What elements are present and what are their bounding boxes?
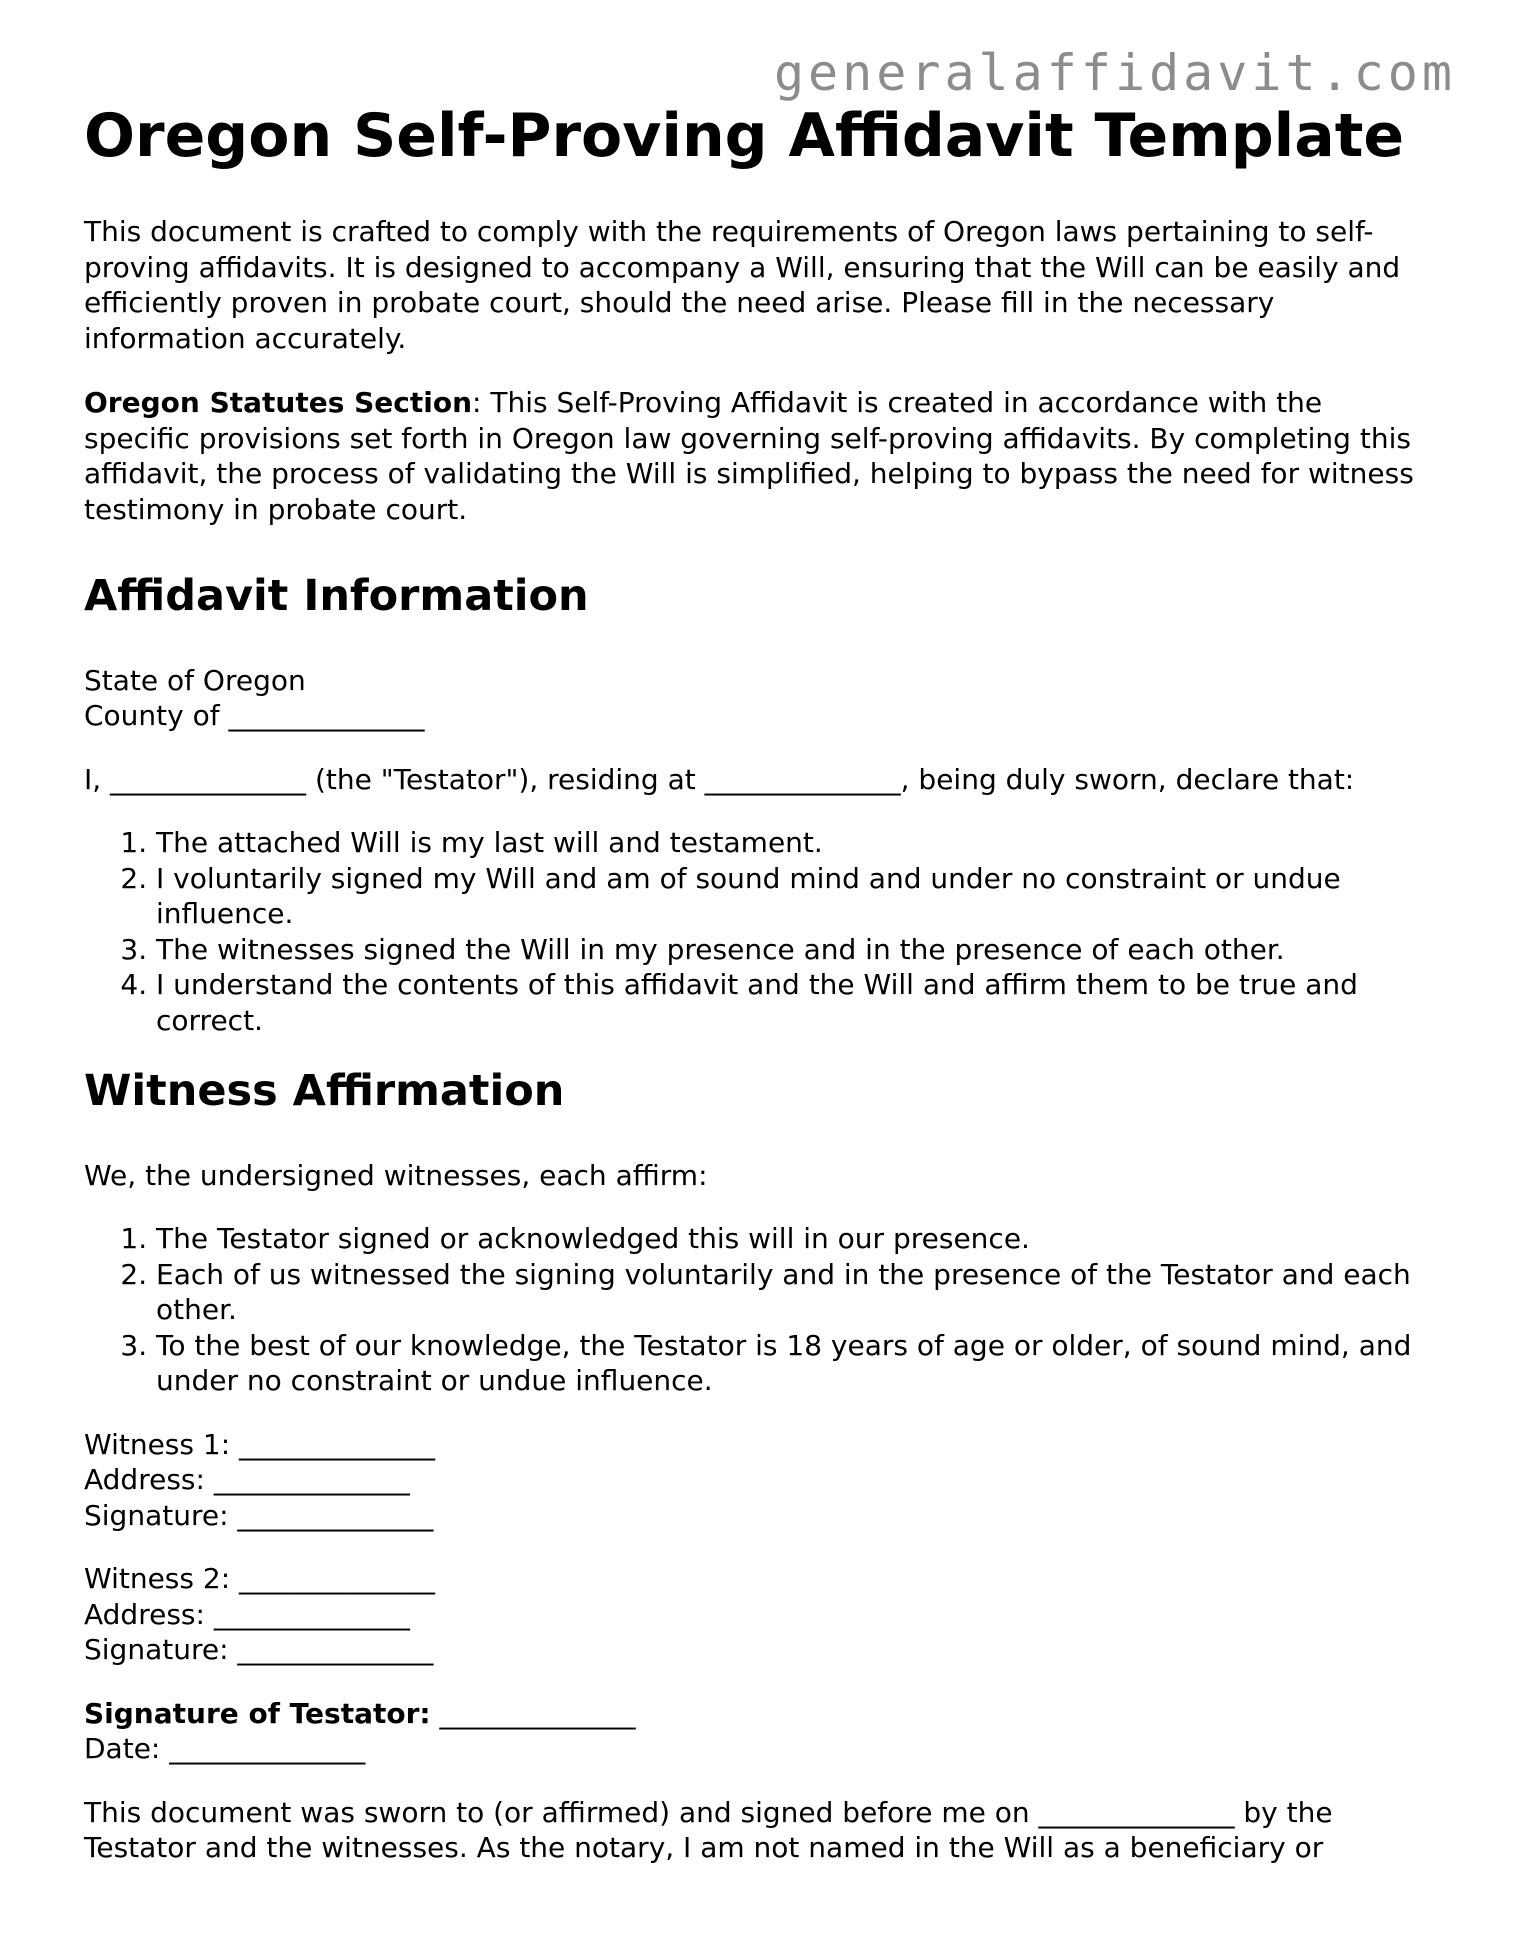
intro-paragraph: This document is crafted to comply with the requirements of Oregon laws pertaining to self-proving affidavits. It is designed to accompany a Will, ensuring that the Will can be easily and efficiently proven in probate court, should the need arise. Please fill in the necessary information accurately. <box>84 215 1401 355</box>
date-field: Date: ______________ <box>84 1732 366 1766</box>
witness-1-signature-field: Signature: ______________ <box>84 1498 434 1532</box>
notary-paragraph: This document was sworn to (or affirmed) and signed before me on ______________ by the Testator and the witnesses. As the notary, I am not named in the Will as a beneficiary or <box>84 1795 1333 1865</box>
list-item: 2. I voluntarily signed my Will and am of sound mind and under no constraint or undue influence. <box>156 861 1434 932</box>
state-line: State of Oregon <box>84 663 306 697</box>
witness-1-address-field: Address: ______________ <box>84 1463 410 1497</box>
list-item: 2. Each of us witnessed the signing voluntarily and in the presence of the Testator and each other. <box>156 1257 1434 1328</box>
statute-text: : This Self-Proving Affidavit is created in accordance with the specific provisions set forth in Oregon law governing self-proving affidavits. By completing this affidavit, the process of validating the Will is simplified, helping to bypass the need for witness testimony in probate court. <box>84 386 1414 526</box>
testator-signature-blank: ______________ <box>430 1696 636 1730</box>
witness-1-block <box>84 1427 1434 1534</box>
statute-label: Oregon Statutes Section <box>84 386 473 419</box>
witness-2-name-field: Witness 2: ______________ <box>84 1562 436 1596</box>
statute-paragraph <box>84 385 1434 527</box>
affidavit-info-heading: Affidavit Information <box>84 571 589 621</box>
witness-2-signature-field: Signature: ______________ <box>84 1633 434 1667</box>
list-item: 3. The witnesses signed the Will in my presence and in the presence of each other. <box>156 932 1434 968</box>
page-title: Oregon Self-Proving Affidavit Template <box>84 101 1405 171</box>
witness-1-name-field: Witness 1: ______________ <box>84 1427 436 1461</box>
list-item: 1. The Testator signed or acknowledged this will in our presence. <box>156 1221 1434 1257</box>
testator-declaration: I, ______________ (the "Testator"), residing at ______________, being duly sworn, declare that: <box>84 762 1355 796</box>
watermark: generalaffidavit.com <box>773 44 1456 102</box>
testator-declaration-list <box>84 825 1434 1038</box>
county-line: County of ______________ <box>84 699 425 733</box>
document-body <box>84 100 1434 1894</box>
witness-2-block <box>84 1561 1434 1668</box>
witness-intro: We, the undersigned witnesses, each affirm: <box>84 1158 708 1192</box>
list-item: 4. I understand the contents of this affidavit and the Will and affirm them to be true and correct. <box>156 967 1434 1038</box>
jurisdiction-block <box>84 663 1434 734</box>
witness-2-address-field: Address: ______________ <box>84 1597 410 1631</box>
testator-signature-block <box>84 1696 1434 1767</box>
list-item: 3. To the best of our knowledge, the Testator is 18 years of age or older, of sound mind, and under no constraint or undue influence. <box>156 1328 1434 1399</box>
witness-affirmation-list <box>84 1221 1434 1399</box>
list-item: 1. The attached Will is my last will and testament. <box>156 825 1434 861</box>
testator-signature-label: Signature of Testator: <box>84 1696 431 1730</box>
witness-affirmation-heading: Witness Affirmation <box>84 1066 565 1117</box>
testator-signature-field <box>84 1696 1434 1732</box>
